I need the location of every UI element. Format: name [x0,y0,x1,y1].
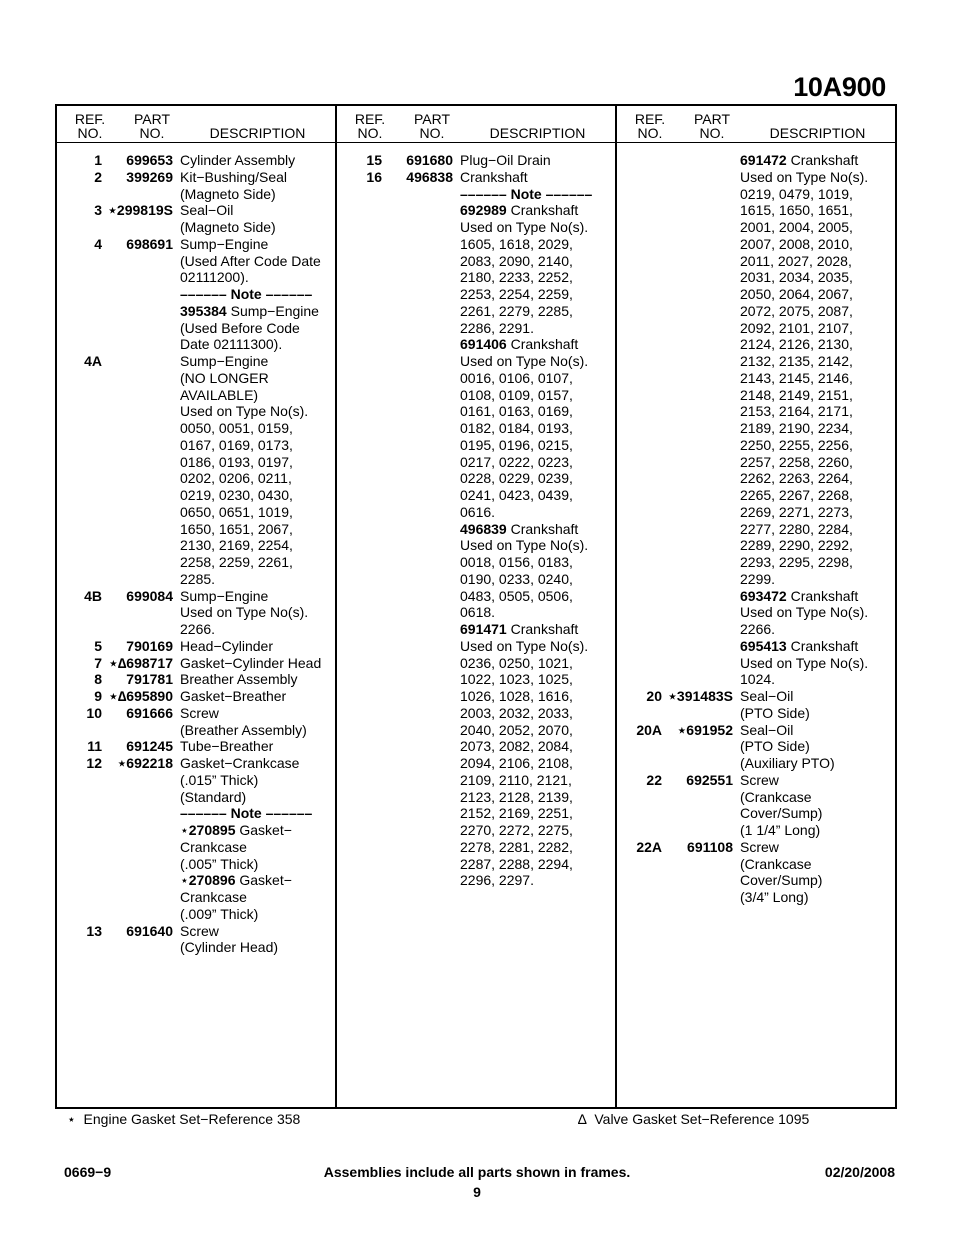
description-line: Gasket−Crankcase [180,755,300,771]
description-line: Screw [180,704,219,721]
description-line: Crankshaft [460,168,528,185]
parts-rows [57,152,335,956]
part-row [57,236,335,353]
description-line: AVAILABLE) [180,386,259,403]
description-line: 2123, 2128, 2139, [460,788,573,805]
description-line: 1605, 1618, 2029, [460,235,573,252]
part-no: 691640 [126,922,173,939]
description-line: (Magneto Side) [180,185,276,202]
ref-no: 4B [84,587,102,604]
description-line: 0650, 0651, 1019, [180,503,293,520]
description-line: (.015” Thick) [180,771,259,788]
description-line: Screw [180,922,219,939]
ref-no: 7 [94,654,102,671]
description-line: 2148, 2149, 2151, [740,386,853,403]
part-no: 691680 [406,152,453,168]
description-line: Tube−Breather [180,738,274,755]
description-line: 2132, 2135, 2142, [740,353,853,369]
description-line: 0167, 0169, 0173, [180,436,293,453]
header-ref-no: REF. NO. [634,111,666,141]
description [180,202,335,236]
footer-date: 02/20/2008 [824,1164,895,1180]
description [740,839,895,906]
ref-no: 2 [94,168,102,185]
ref-no: 11 [87,738,102,755]
description-line: 0050, 0051, 0159, [180,420,293,436]
description-line: ⋆270895 Gasket− [180,822,292,838]
ref-no: 8 [94,671,102,688]
description-line: (Cylinder Head) [180,939,279,956]
description-line: Plug−Oil Drain [460,152,551,168]
description-line: 2092, 2101, 2107, [740,319,853,336]
description-line: 0217, 0222, 0223, [460,453,573,470]
description-line: 1650, 1651, 2067, [180,520,293,537]
description-line: 2285. [180,570,216,587]
description-line: (Standard) [180,788,247,805]
description-line: 0616. [460,503,496,520]
part-row [617,688,895,722]
description-line: 2258, 2259, 2261, [180,554,293,570]
description [460,169,615,889]
description [180,705,335,739]
description-line: 2286, 2291. [460,319,534,336]
part-no: 699653 [126,152,173,168]
description-line: Used on Type No(s). [180,403,309,420]
part-row [57,353,335,588]
description-line: 2266. [740,621,776,637]
description [180,353,335,588]
description-line: 0161, 0163, 0169, [460,403,573,420]
description-line: 2003, 2032, 2033, [460,704,573,721]
description-line: (Used Before Code [180,319,300,336]
description-line: 2073, 2082, 2084, [460,738,573,755]
description-line: Crankcase [180,838,247,855]
description-line: (Magneto Side) [180,219,276,235]
description-line: Breather Assembly [180,671,298,688]
description-line: (Used After Code Date [180,252,321,269]
description-line: Gasket−Breather [180,688,287,704]
description-line: 695413 Crankshaft [740,637,859,654]
part-no: ⋆299819S [108,202,173,219]
ref-no: 16 [366,168,382,185]
part-no: 691666 [126,704,173,721]
description-line: 2269, 2271, 2273, [740,503,853,520]
description [180,588,335,638]
description-line: 2011, 2027, 2028, [740,252,852,269]
description-line: Cover/Sump) [740,805,823,822]
header-part-no: PART NO. [413,111,451,141]
description-line: Used on Type No(s). [460,353,589,369]
description-line: Head−Cylinder [180,637,273,654]
description-line: Seal−Oil [740,688,794,704]
column-header [617,106,895,143]
footer-note: Assemblies include all parts shown in frames. [323,1164,631,1180]
header-ref-no: REF. NO. [354,111,386,141]
header-part-no: PART NO. [693,111,731,141]
description-line: Sump−Engine [180,235,269,252]
description-line: (Auxiliary PTO) [740,755,835,771]
ref-no: 4 [94,235,102,252]
description-line: –––––– Note –––––– [460,185,593,202]
description-line: 2261, 2279, 2285, [460,302,573,319]
description [460,152,615,169]
description-line: Kit−Bushing/Seal [180,168,288,185]
part-no: ⋆691952 [677,721,733,738]
description-line: 2270, 2272, 2275, [460,822,573,838]
description-line: 2001, 2004, 2005, [740,219,853,235]
part-no: 399269 [126,168,173,185]
description-line: Crankcase [180,889,247,905]
description-line: 2287, 2288, 2294, [460,855,573,872]
description-line: 692989 Crankshaft [460,202,579,219]
description [180,655,335,672]
description [180,671,335,688]
description-line: 2040, 2052, 2070, [460,721,573,738]
part-no: 691108 [687,838,733,855]
ref-no: 22 [646,771,662,788]
header-description: DESCRIPTION [769,125,866,141]
ref-no: 22A [636,838,662,855]
description-line: 2109, 2110, 2121, [460,771,572,788]
description-line: 0195, 0196, 0215, [460,436,573,453]
description-line: 0236, 0250, 1021, [460,654,573,671]
description [740,688,895,722]
description-line: 0241, 0423, 0439, [460,487,573,503]
parts-rows [617,152,895,906]
footer-code: 0669−9 [64,1164,112,1180]
description-line: 691471 Crankshaft [460,621,579,637]
description [180,923,335,957]
part-row [57,671,335,688]
part-no: 496838 [406,168,453,185]
description-line: 2094, 2106, 2108, [460,755,573,771]
description-line: 2007, 2008, 2010, [740,235,853,252]
description-line: 0182, 0184, 0193, [460,420,573,436]
description-line: 2031, 2034, 2035, [740,269,853,286]
description-line: Sump−Engine [180,587,269,604]
column-header [57,106,335,143]
description-line: Used on Type No(s). [740,654,869,671]
part-no: ⋆∆695890 [108,688,173,704]
parts-table [55,104,897,1109]
part-row [617,152,895,688]
description-line: 0228, 0229, 0239, [460,470,573,487]
description-line: 2262, 2263, 2264, [740,470,853,487]
description-line: 0108, 0109, 0157, [460,386,573,403]
parts-rows [337,152,615,889]
ref-no: 15 [366,152,382,168]
description-line: Screw [740,838,779,855]
description-line: Gasket−Cylinder Head [180,654,322,671]
part-row [57,588,335,638]
description-line: (PTO Side) [740,738,810,755]
description-line: 2265, 2267, 2268, [740,487,853,503]
description-line: 2250, 2255, 2256, [740,436,853,453]
description-line: (.009” Thick) [180,905,259,922]
header-description: DESCRIPTION [489,125,586,141]
description-line: Used on Type No(s). [460,637,589,654]
part-no: 698691 [126,235,173,252]
description-line: (NO LONGER [180,369,269,386]
description-line: 691406 Crankshaft [460,336,579,353]
description-line: (PTO Side) [740,704,810,721]
part-row [617,722,895,772]
ref-no: 20A [636,721,662,738]
description-line: 2296, 2297. [460,872,534,889]
part-row [57,638,335,655]
part-no: 691245 [126,738,173,755]
part-no: ⋆∆698717 [108,654,173,671]
description-line: Screw [740,771,779,788]
ref-no: 9 [94,688,102,704]
model-number: 10A900 [793,72,886,102]
ref-no: 10 [86,704,102,721]
description-line: 2130, 2169, 2254, [180,537,293,554]
part-row [57,152,335,169]
header-description: DESCRIPTION [209,125,306,141]
description-line: 2189, 2190, 2234, [740,420,853,436]
description-line: 0618. [460,604,496,621]
ref-no: 1 [94,152,102,168]
description-line: 2277, 2280, 2284, [740,520,853,537]
description-line: Seal−Oil [740,721,794,738]
description-line: 2266. [180,621,216,637]
description-line: 2293, 2295, 2298, [740,554,853,570]
description-line: 0190, 0233, 0240, [460,570,573,587]
description-line: (3/4” Long) [740,889,809,905]
description-line: 1026, 1028, 1616, [460,688,573,704]
description-line: 691472 Crankshaft [740,152,859,168]
description-line: Used on Type No(s). [460,219,589,235]
description-line: 1615, 1650, 1651, [740,202,853,219]
description-line: Used on Type No(s). [740,604,869,621]
description [740,152,895,688]
description-line: 1024. [740,671,776,688]
part-row [57,202,335,236]
delta-icon: ∆ [578,1111,587,1127]
part-no [662,152,733,688]
column-header [337,106,615,143]
star-icon: ⋆ [67,1111,76,1127]
description-line: (1 1/4” Long) [740,822,821,838]
part-row [57,755,335,923]
description-line: Cover/Sump) [740,872,823,889]
ref-no: 3 [94,202,102,219]
table-column-1 [57,106,335,1107]
description-line: 2072, 2075, 2087, [740,302,853,319]
part-row [57,923,335,957]
description-line: 0483, 0505, 0506, [460,587,573,604]
table-column-2 [335,106,615,1107]
description-line: 2050, 2064, 2067, [740,286,853,302]
description [740,722,895,772]
footnote-delta [578,1111,809,1127]
part-no: 692551 [686,771,733,788]
description-line: –––––– Note –––––– [180,286,313,302]
part-no: 791781 [126,671,173,688]
description-line: Sump−Engine [180,353,269,369]
description-line: 02111200). [180,269,249,286]
part-no [102,353,173,588]
description [180,236,335,353]
part-row [337,169,615,889]
table-column-3 [615,106,895,1107]
part-row [617,772,895,839]
description-line: –––––– Note –––––– [180,805,313,822]
description [180,152,335,169]
description-line: 0186, 0193, 0197, [180,453,293,470]
ref-no: 4A [84,353,102,369]
part-no: 699084 [126,587,173,604]
part-no: ⋆391483S [668,688,733,704]
description-line: 395384 Sump−Engine [180,302,319,319]
description-line: 2153, 2164, 2171, [740,403,853,420]
description-line: (Breather Assembly) [180,721,307,738]
description-line: (.005” Thick) [180,855,259,872]
ref-no [617,152,662,688]
part-row [57,655,335,672]
description-line: ⋆270896 Gasket− [180,872,292,889]
part-row [57,705,335,739]
description-line: Cylinder Assembly [180,152,296,168]
ref-no: 5 [94,637,102,654]
description-line: 2299. [740,570,776,587]
ref-no: 20 [646,688,662,704]
footnote-delta-text: Valve Gasket Set−Reference 1095 [594,1111,810,1127]
description-line: 2257, 2258, 2260, [740,453,853,470]
description [740,772,895,839]
header-part-no: PART NO. [133,111,171,141]
part-row [57,738,335,755]
description-line: 0016, 0106, 0107, [460,369,573,386]
description-line: Used on Type No(s). [460,537,589,554]
page-number: 9 [473,1184,481,1200]
description-line: Used on Type No(s). [740,168,869,185]
description-line: 2253, 2254, 2259, [460,286,573,302]
part-no: ⋆692218 [117,755,173,771]
description-line: Date 02111300). [180,336,283,353]
description [180,738,335,755]
header-ref-no: REF. NO. [74,111,106,141]
description-line: 2180, 2233, 2252, [460,269,573,286]
part-no: 790169 [126,637,173,654]
description [180,638,335,655]
description [180,169,335,203]
description-line: (Crankcase [740,855,812,872]
description-line: 1022, 1023, 1025, [460,671,573,688]
description [180,688,335,705]
description-line: 0219, 0479, 1019, [740,185,853,202]
footnote-star [67,1111,300,1128]
description-line: 2143, 2145, 2146, [740,369,853,386]
description-line: 2278, 2281, 2282, [460,838,573,855]
description-line: Seal−Oil [180,202,234,219]
part-row [57,169,335,203]
footnote-star-text: Engine Gasket Set−Reference 358 [83,1111,301,1127]
part-row [617,839,895,906]
description-line: 2152, 2169, 2251, [460,805,573,822]
ref-no: 12 [86,755,102,771]
part-row [57,688,335,705]
description-line: (Crankcase [740,788,812,805]
description-line: 0018, 0156, 0183, [460,554,573,570]
description-line: 693472 Crankshaft [740,587,859,604]
description-line: 2289, 2290, 2292, [740,537,853,554]
part-row [337,152,615,169]
description-line: 2083, 2090, 2140, [460,252,573,269]
description-line: Used on Type No(s). [180,604,309,621]
ref-no: 13 [86,922,102,939]
description-line: 2124, 2126, 2130, [740,336,853,353]
description [180,755,335,923]
description-line: 0202, 0206, 0211, [180,470,292,487]
description-line: 0219, 0230, 0430, [180,487,293,503]
description-line: 496839 Crankshaft [460,520,579,537]
